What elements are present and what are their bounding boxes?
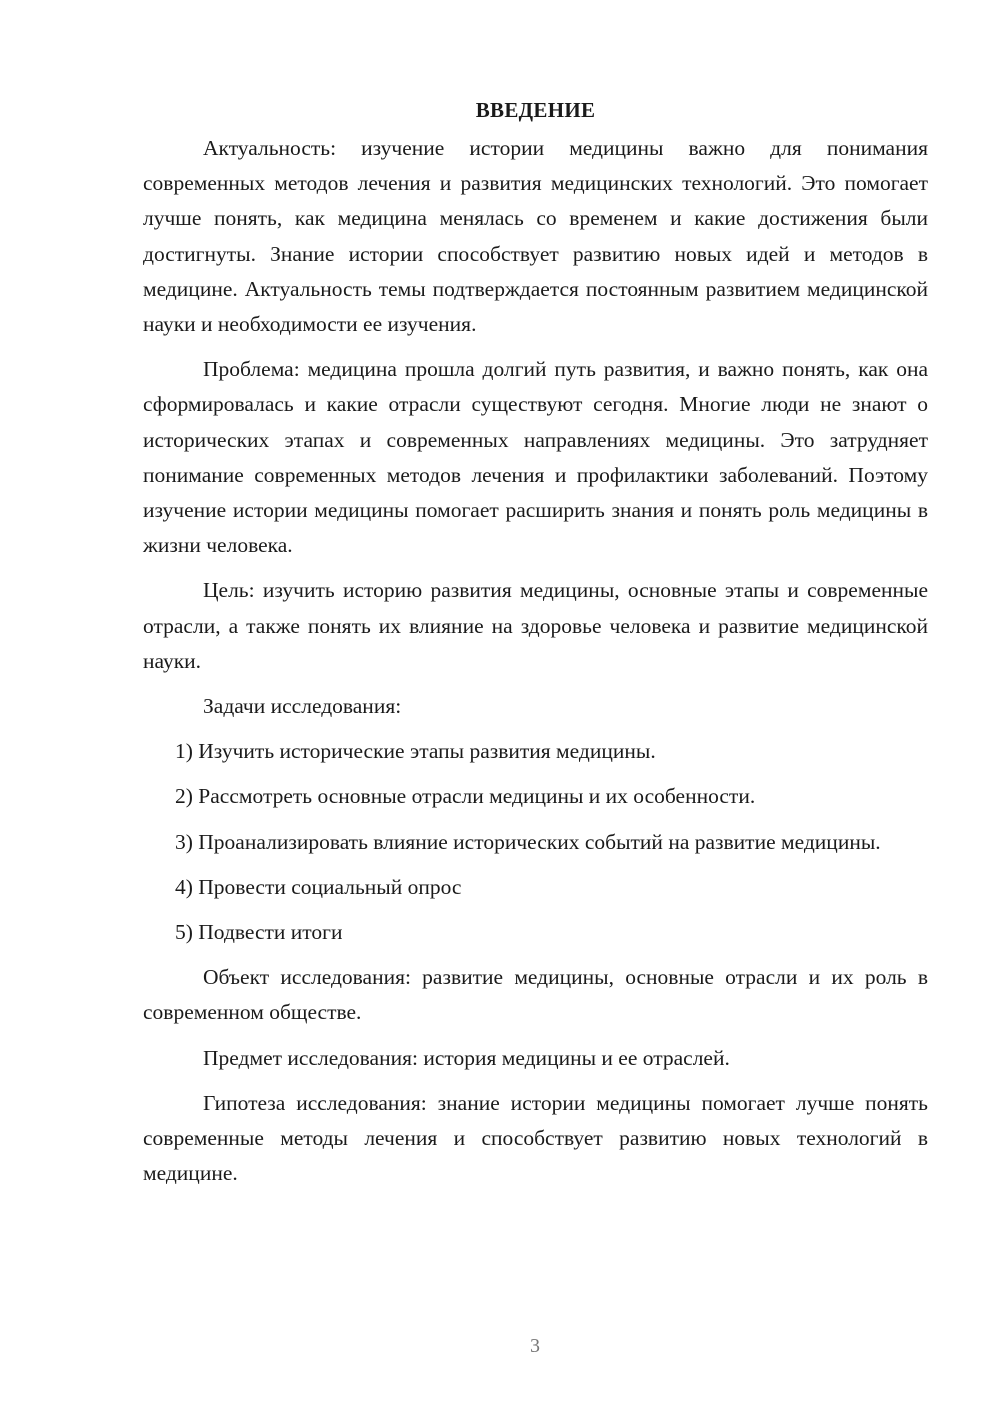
hypothesis-paragraph: Гипотеза исследования: знание истории медицины помогает лучше понять современные методы лечения и способствует развитию новых технологий в медицине. [143,1090,928,1186]
page-title: ВВЕДЕНИЕ [475,98,596,122]
subject-paragraph: Предмет исследования: история медицины и ее отраслей. [203,1045,730,1070]
task-item-1: 1) Изучить исторические этапы развития медицины. [175,739,656,764]
task-item-4: 4) Провести социальный опрос [175,874,462,899]
relevance-paragraph: Актуальность: изучение истории медицины важно для понимания современных методов лечения и развития медицинских технологий. Это помогает лучше понять, как медицина менялась со временем и какие достижения были достигнуты. Знание истории способствует развитию новых идей и методов в медицине. Актуальность темы подтверждается постоянным развитием медицинской науки и необходимости ее изучения. [143,136,928,337]
problem-paragraph: Проблема: медицина прошла долгий путь развития, и важно понять, как она сформировалась и какие отрасли существуют сегодня. Многие люди не знают о исторических этапах и современных направлениях медицины. Это затрудняет понимание современных методов лечения и профилактики заболеваний. Поэтому изучение истории медицины помогает расширить знания и понять роль медицины в жизни человека. [143,357,928,558]
page-number: 3 [530,1335,540,1357]
task-item-5: 5) Подвести итоги [175,920,343,945]
task-item-3: 3) Проанализировать влияние исторических событий на развитие медицины. [175,829,881,854]
tasks-heading: Задачи исследования: [203,694,402,719]
task-item-2: 2) Рассмотреть основные отрасли медицины и их особенности. [175,784,756,809]
goal-paragraph: Цель: изучить историю развития медицины, основные этапы и современные отрасли, а также понять их влияние на здоровье человека и развитие медицинской науки. [143,578,928,673]
page-body [143,95,928,1191]
object-paragraph: Объект исследования: развитие медицины, основные отрасли и их роль в современном обществе. [143,965,928,1025]
